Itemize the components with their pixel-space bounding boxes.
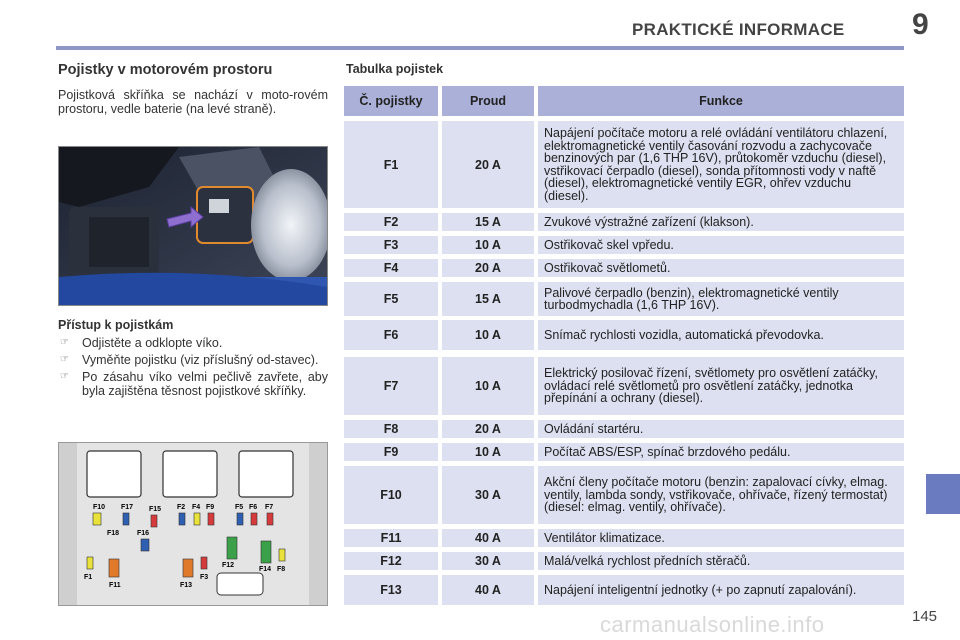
chapter-title: PRAKTICKÉ INFORMACE — [632, 20, 845, 39]
table-cell-function: Napájení inteligentní jednotky (+ po zapnutí zapalování). — [538, 575, 904, 605]
column-header-current: Proud — [442, 86, 534, 116]
access-steps-list — [58, 336, 328, 398]
watermark: carmanualsonline.info — [600, 612, 825, 637]
table-cell-function: Elektrický posilovač řízení, světlomety pro osvětlení zatáčky, ovládací relé světlometů pro osvětlení zatáčky, jednotka přepínání a ochrany (diesel). — [538, 357, 904, 415]
table-cell-current: 20 A — [442, 121, 534, 208]
table-cell-current: 10 A — [442, 236, 534, 254]
access-title: Přístup k pojistkám — [58, 318, 174, 332]
table-cell-current: 20 A — [442, 420, 534, 438]
fuse-label: F8 — [277, 566, 286, 573]
table-cell-current: 40 A — [442, 529, 534, 547]
fuse-label: F11 — [109, 582, 121, 589]
pointing-hand-icon: ☞ — [60, 371, 69, 382]
column-header-fuse: Č. pojistky — [344, 86, 438, 116]
fuse-label: F15 — [149, 506, 162, 513]
table-cell-fuse: F8 — [344, 420, 438, 438]
table-cell-fuse: F3 — [344, 236, 438, 254]
list-item: ☞ Vyměňte pojistku (viz příslušný od-stavec). — [60, 353, 319, 367]
table-cell-fuse: F7 — [344, 357, 438, 415]
column-header-function: Funkce — [538, 86, 904, 116]
table-cell-current: 10 A — [442, 357, 534, 415]
table-cell-fuse: F9 — [344, 443, 438, 461]
relay-slot — [87, 451, 141, 497]
table-cell-current: 30 A — [442, 466, 534, 524]
table-cell-current: 15 A — [442, 282, 534, 316]
fuse-label: F10 — [93, 504, 106, 511]
fuse-f14 — [261, 541, 271, 563]
table-cell-current: 15 A — [442, 213, 534, 231]
left-column — [58, 62, 328, 116]
table-cell-current: 10 A — [442, 443, 534, 461]
section-title: Pojistky v motorovém prostoru — [58, 62, 273, 78]
fuse-f8 — [279, 549, 285, 561]
fuse-label: F13 — [180, 582, 193, 589]
table-cell-fuse: F12 — [344, 552, 438, 570]
fuse-label: F18 — [107, 530, 120, 537]
chapter-side-tab — [926, 474, 960, 514]
page-number: 145 — [912, 608, 938, 625]
engine-compartment-photo — [58, 146, 328, 306]
fuse-label: F2 — [177, 504, 186, 511]
fuse-f10 — [93, 513, 101, 525]
intro-paragraph: Pojistková skříňka se nachází v moto-rovém prostoru, vedle baterie (na levé straně). — [58, 88, 328, 116]
list-item: ☞ Po zásahu víko velmi pečlivě zavřete, aby byla zajištěna těsnost pojistkové skříňky. — [60, 370, 328, 398]
table-cell-function: Ventilátor klimatizace. — [538, 529, 904, 547]
fuse-label: F3 — [200, 574, 209, 581]
fuse-label: F16 — [137, 530, 150, 537]
fuse-label: F1 — [84, 574, 93, 581]
fuse-f16 — [141, 539, 149, 551]
engine-photo-illustration — [59, 147, 327, 305]
fuse-f17 — [123, 513, 129, 525]
fuse-access-instructions — [58, 318, 328, 401]
table-cell-function: Napájení počítače motoru a relé ovládání ventilátoru chlazení, elektromagnetické ventily časování rozvodu a zachycovače benzinových par (1,6 THP 16V), průtokoměr vzduchu (diesel), vstřikovací čerpadlo (diesel), sonda přítomnosti vody v naftě (diesel), elektromagnetické ventily EGR, ohřev vzduchu (diesel). — [538, 121, 904, 208]
table-cell-fuse: F11 — [344, 529, 438, 547]
table-cell-fuse: F2 — [344, 213, 438, 231]
fuse-f11 — [109, 559, 119, 577]
table-cell-function: Počítač ABS/ESP, spínač brzdového pedálu. — [538, 443, 904, 461]
table-cell-function: Ovládání startéru. — [538, 420, 904, 438]
table-cell-function: Akční členy počítače motoru (benzin: zapalovací cívky, elmag. ventily, lambda sondy, vstřikovače, ohřívače, řízený termostat) (diesel: elmag. ventily, ohřívače). — [538, 466, 904, 524]
relay-slot — [163, 451, 217, 497]
table-cell-function: Ostřikovač skel vpředu. — [538, 236, 904, 254]
fuse-label: F6 — [249, 504, 258, 511]
table-title: Tabulka pojistek — [346, 62, 444, 76]
list-item: ☞ Odjistěte a odklopte víko. — [60, 336, 223, 350]
table-cell-fuse: F10 — [344, 466, 438, 524]
table-cell-current: 40 A — [442, 575, 534, 605]
fuse-f1 — [87, 557, 93, 569]
chapter-number: 9 — [912, 8, 929, 41]
table-cell-current: 30 A — [442, 552, 534, 570]
connector-slot — [217, 573, 263, 595]
fuse-f2 — [179, 513, 185, 525]
table-cell-function: Palivové čerpadlo (benzin), elektromagnetické ventily turbodmychadla (1,6 THP 16V). — [538, 282, 904, 316]
pointing-hand-icon: ☞ — [60, 354, 69, 365]
fuse-box-diagram — [58, 442, 328, 606]
table-cell-fuse: F4 — [344, 259, 438, 277]
fuse-f15 — [151, 515, 157, 527]
fuse-f5 — [237, 513, 243, 525]
table-cell-function: Malá/velká rychlost předních stěračů. — [538, 552, 904, 570]
fuse-label: F12 — [222, 562, 235, 569]
fuse-box-drawing — [59, 443, 327, 605]
fuse-f7 — [267, 513, 273, 525]
relay-slot — [239, 451, 293, 497]
fuse-label: F17 — [121, 504, 134, 511]
fuse-f6 — [251, 513, 257, 525]
fuse-f9 — [208, 513, 214, 525]
pointing-hand-icon: ☞ — [60, 337, 69, 348]
fuse-label: F4 — [192, 504, 201, 511]
table-cell-fuse: F13 — [344, 575, 438, 605]
fuse-f3 — [201, 557, 207, 569]
table-cell-fuse: F1 — [344, 121, 438, 208]
table-cell-fuse: F5 — [344, 282, 438, 316]
fuse-f13 — [183, 559, 193, 577]
table-cell-function: Ostřikovač světlometů. — [538, 259, 904, 277]
fuse-label: F5 — [235, 504, 244, 511]
fuse-label: F9 — [206, 504, 215, 511]
fuse-label: F7 — [265, 504, 274, 511]
table-cell-current: 10 A — [442, 320, 534, 350]
header-divider — [56, 46, 904, 50]
fuse-f4 — [194, 513, 200, 525]
table-cell-function: Zvukové výstražné zařízení (klakson). — [538, 213, 904, 231]
table-cell-function: Snímač rychlosti vozidla, automatická převodovka. — [538, 320, 904, 350]
table-cell-fuse: F6 — [344, 320, 438, 350]
table-cell-current: 20 A — [442, 259, 534, 277]
fuse-label: F14 — [259, 566, 272, 573]
fuse-f12 — [227, 537, 237, 559]
